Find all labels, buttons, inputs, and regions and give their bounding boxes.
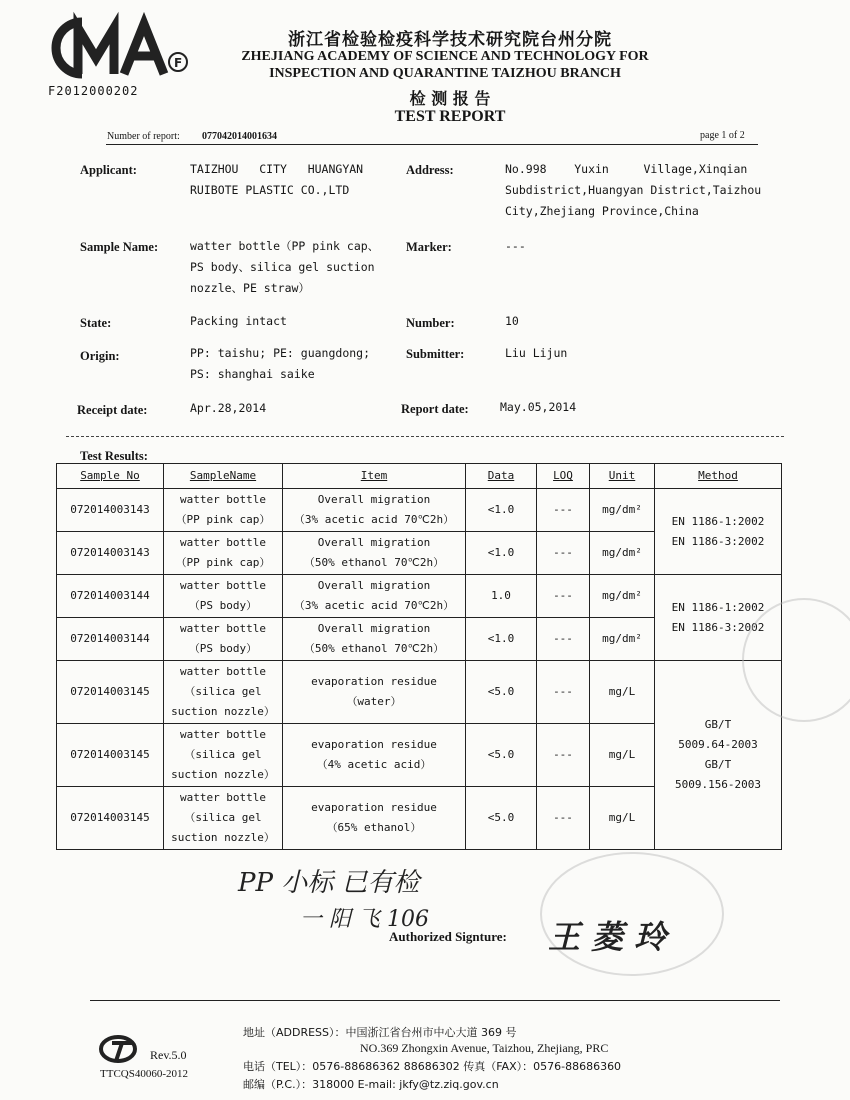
cell-data: 1.0 — [466, 575, 537, 618]
sample-name-line2: PS body、silica gel suction — [190, 260, 375, 274]
cma-logo — [44, 10, 194, 88]
handwritten-note-line2: 一 阳 飞 106 — [300, 907, 429, 932]
cell-data: <5.0 — [466, 724, 537, 787]
cell-loq: --- — [537, 575, 590, 618]
report-date-label: Report date: — [401, 402, 469, 416]
cell-unit: mg/dm² — [590, 489, 655, 532]
cell-sample-no: 072014003145 — [57, 724, 164, 787]
col-header-sample-no: Sample No — [57, 464, 164, 489]
org-name-chinese: 浙江省检验检疫科学技术研究院台州分院 — [288, 30, 612, 50]
section-divider — [66, 436, 784, 437]
origin-label: Origin: — [80, 349, 120, 363]
cell-data: <1.0 — [466, 489, 537, 532]
cell-method: EN 1186-1:2002 EN 1186-3:2002 — [655, 489, 782, 575]
cell-loq: --- — [537, 661, 590, 724]
cell-unit: mg/L — [590, 787, 655, 850]
cell-item: Overall migration （50% ethanol 70℃2h） — [283, 618, 466, 661]
test-results-table — [56, 463, 782, 850]
cell-sample-name: watter bottle （PP pink cap） — [164, 532, 283, 575]
receipt-date-value: Apr.28,2014 — [190, 401, 267, 415]
cell-sample-name: watter bottle （silica gel suction nozzle） — [164, 724, 283, 787]
applicant-line2: RUIBOTE PLASTIC CO.,LTD — [190, 183, 350, 197]
col-header-item: Item — [283, 464, 466, 489]
cell-item: evaporation residue （water） — [283, 661, 466, 724]
cell-item: Overall migration （3% acetic acid 70℃2h） — [283, 489, 466, 532]
cell-unit: mg/dm² — [590, 532, 655, 575]
footer-postcode-email: 邮编（P.C.）：318000 E-mail: jkfy@tz.ziq.gov.cn — [243, 1078, 499, 1091]
form-code: TTCQS40060-2012 — [100, 1068, 188, 1080]
svg-text:F: F — [174, 56, 183, 70]
cell-sample-no: 072014003145 — [57, 661, 164, 724]
signature-mark: 王 菱 玲 — [548, 918, 667, 956]
cell-sample-no: 072014003143 — [57, 489, 164, 532]
cell-loq: --- — [537, 787, 590, 850]
cell-unit: mg/L — [590, 724, 655, 787]
address-label: Address: — [406, 163, 454, 177]
report-number-label: Number of report: — [107, 131, 180, 142]
cell-item: evaporation residue （4% acetic acid） — [283, 724, 466, 787]
cell-sample-name: watter bottle （PS body） — [164, 575, 283, 618]
col-header-data: Data — [466, 464, 537, 489]
cell-sample-name: watter bottle （PP pink cap） — [164, 489, 283, 532]
table-row — [57, 661, 782, 724]
cell-sample-no: 072014003144 — [57, 575, 164, 618]
cell-item: Overall migration （3% acetic acid 70℃2h） — [283, 575, 466, 618]
footer-rule — [90, 1000, 780, 1001]
marker-label: Marker: — [406, 240, 452, 254]
report-title-english: TEST REPORT — [394, 108, 506, 125]
cell-sample-no: 072014003143 — [57, 532, 164, 575]
cell-data: <1.0 — [466, 532, 537, 575]
cell-data: <5.0 — [466, 787, 537, 850]
report-title-chinese: 检 测 报 告 — [409, 89, 491, 108]
cell-loq: --- — [537, 489, 590, 532]
address-line3: City,Zhejiang Province,China — [505, 204, 699, 218]
org-name-english-line2: INSPECTION AND QUARANTINE TAIZHOU BRANCH — [269, 66, 621, 81]
applicant-label: Applicant: — [80, 163, 137, 177]
table-row — [57, 575, 782, 618]
submitter-label: Submitter: — [406, 347, 465, 361]
applicant-line1: TAIZHOU CITY HUANGYAN — [190, 162, 364, 176]
cell-data: <5.0 — [466, 661, 537, 724]
state-label: State: — [80, 316, 112, 330]
report-date-value: May.05,2014 — [500, 400, 577, 414]
org-name-english-line1: ZHEJIANG ACADEMY OF SCIENCE AND TECHNOLOGY FOR — [241, 49, 649, 64]
col-header-unit: Unit — [590, 464, 655, 489]
report-number: 077042014001634 — [202, 131, 277, 142]
test-results-title: Test Results: — [80, 449, 148, 463]
handwritten-note-line1: PP 小标 已有检 — [238, 868, 420, 898]
ciq-logo — [98, 1034, 148, 1064]
marker-value: --- — [505, 239, 526, 253]
authorized-signature-label: Authorized Signture: — [389, 929, 507, 944]
cell-item: evaporation residue （65% ethanol） — [283, 787, 466, 850]
col-header-method: Method — [655, 464, 782, 489]
cma-certificate-number: F2012000202 — [48, 84, 139, 98]
table-row — [57, 489, 782, 532]
revision-label: Rev.5.0 — [150, 1048, 187, 1062]
cell-sample-name: watter bottle （PS body） — [164, 618, 283, 661]
cell-item: Overall migration （50% ethanol 70℃2h） — [283, 532, 466, 575]
address-line1: No.998 Yuxin Village,Xinqian — [505, 162, 748, 176]
col-header-sample-name: SampleName — [164, 464, 283, 489]
cell-unit: mg/dm² — [590, 618, 655, 661]
state-value: Packing intact — [190, 314, 287, 328]
col-header-loq: LOQ — [537, 464, 590, 489]
cell-loq: --- — [537, 532, 590, 575]
cell-loq: --- — [537, 724, 590, 787]
sample-name-line1: watter bottle（PP pink cap、 — [190, 239, 380, 253]
cell-sample-name: watter bottle （silica gel suction nozzle） — [164, 661, 283, 724]
cell-method: EN 1186-1:2002 EN 1186-3:2002 — [655, 575, 782, 661]
sample-name-line3: nozzle、PE straw） — [190, 281, 310, 295]
cell-method: GB/T 5009.64-2003 GB/T 5009.156-2003 — [655, 661, 782, 850]
number-value: 10 — [505, 314, 519, 328]
origin-line2: PS: shanghai saike — [190, 367, 315, 381]
number-label: Number: — [406, 316, 455, 330]
cell-sample-no: 072014003145 — [57, 787, 164, 850]
footer-tel-fax: 电话（TEL）：0576-88686362 88686302 传真（FAX）：0576-88686360 — [243, 1060, 622, 1073]
sample-name-label: Sample Name: — [80, 240, 159, 254]
page-indicator: page 1 of 2 — [700, 130, 745, 141]
footer-address-en: NO.369 Zhongxin Avenue, Taizhou, Zhejiang, PRC — [360, 1041, 609, 1055]
cell-sample-name: watter bottle （silica gel suction nozzle） — [164, 787, 283, 850]
submitter-value: Liu Lijun — [505, 346, 568, 360]
cell-loq: --- — [537, 618, 590, 661]
cell-unit: mg/L — [590, 661, 655, 724]
cell-data: <1.0 — [466, 618, 537, 661]
origin-line1: PP: taishu; PE: guangdong; — [190, 346, 371, 360]
cell-sample-no: 072014003144 — [57, 618, 164, 661]
table-header-row — [57, 464, 782, 489]
header-rule — [106, 144, 758, 145]
footer-address-cn: 地址（ADDRESS）：中国浙江省台州市中心大道 369 号 — [243, 1026, 517, 1039]
cell-unit: mg/dm² — [590, 575, 655, 618]
address-line2: Subdistrict,Huangyan District,Taizhou — [505, 183, 762, 197]
receipt-date-label: Receipt date: — [77, 403, 148, 417]
